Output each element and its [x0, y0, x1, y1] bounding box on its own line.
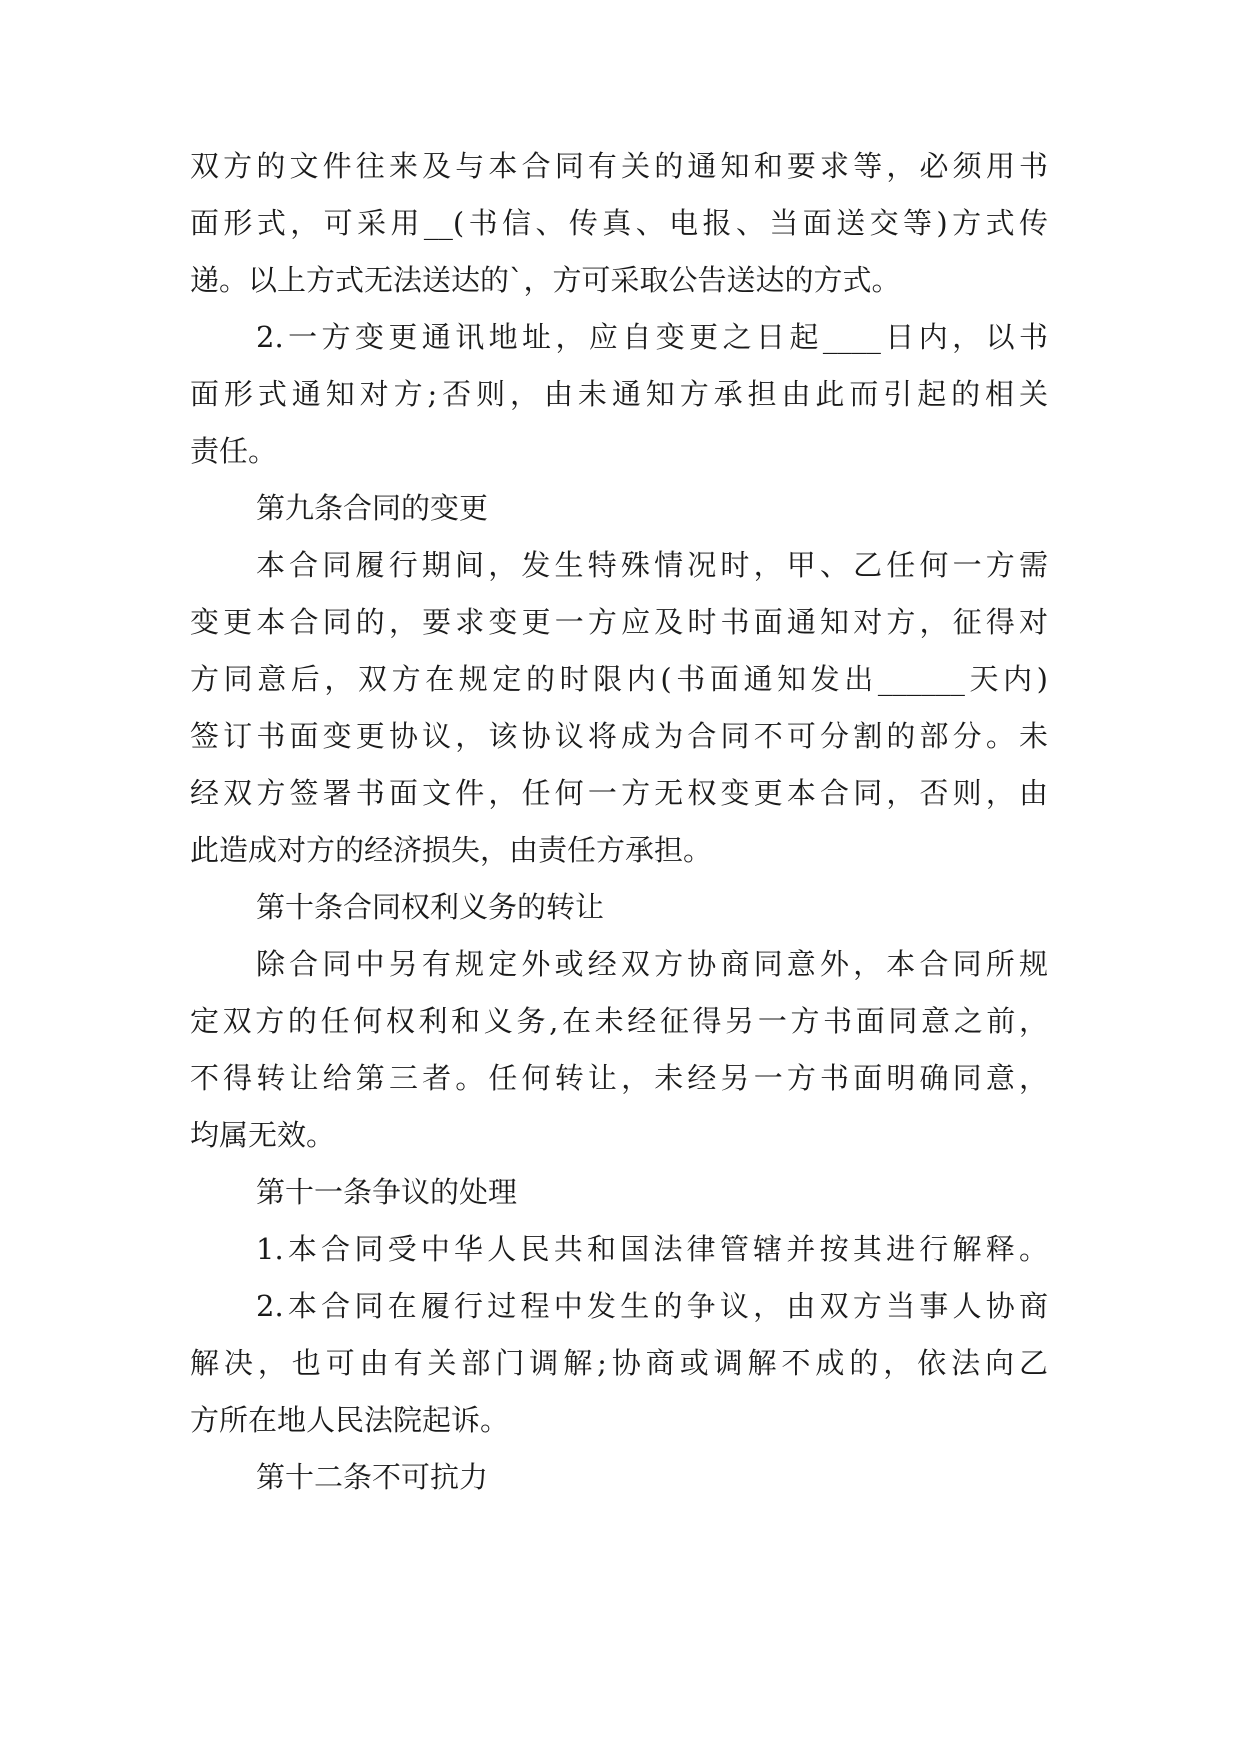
text-line: 变更本合同的，要求变更一方应及时书面通知对方，征得对 [190, 605, 1048, 639]
text-line: 递。以上方式无法送达的`，方可采取公告送达的方式。 [190, 263, 901, 297]
text-line: 解决，也可由有关部门调解;协商或调解不成的，依法向乙 [190, 1346, 1048, 1380]
text-line: 2.本合同在履行过程中发生的争议，由双方当事人协商 [256, 1289, 1048, 1323]
text-line: 面形式，可采用__(书信、传真、电报、当面送交等)方式传 [190, 206, 1048, 240]
text-line: 方同意后，双方在规定的时限内(书面通知发出______天内) [190, 662, 1048, 696]
text-line: 除合同中另有规定外或经双方协商同意外，本合同所规 [256, 947, 1048, 981]
section-heading: 第九条合同的变更 [256, 491, 489, 525]
text-line: 签订书面变更协议，该协议将成为合同不可分割的部分。未 [190, 719, 1048, 753]
text-line: 不得转让给第三者。任何转让，未经另一方书面明确同意， [190, 1061, 1048, 1095]
text-line: 本合同履行期间，发生特殊情况时，甲、乙任何一方需 [256, 548, 1048, 582]
section-heading: 第十二条不可抗力 [256, 1460, 489, 1494]
text-line: 双方的文件往来及与本合同有关的通知和要求等，必须用书 [190, 149, 1048, 183]
section-heading: 第十条合同权利义务的转让 [256, 890, 605, 924]
text-line: 2.一方变更通讯地址，应自变更之日起____日内，以书 [256, 320, 1048, 354]
text-line: 面形式通知对方;否则，由未通知方承担由此而引起的相关 [190, 377, 1048, 411]
text-line: 此造成对方的经济损失，由责任方承担。 [190, 833, 713, 867]
text-line: 责任。 [190, 434, 278, 468]
text-line: 1.本合同受中华人民共和国法律管辖并按其进行解释。 [256, 1232, 1048, 1266]
text-line: 均属无效。 [190, 1118, 336, 1152]
text-line: 方所在地人民法院起诉。 [190, 1403, 510, 1437]
section-heading: 第十一条争议的处理 [256, 1175, 518, 1209]
text-line: 经双方签署书面文件，任何一方无权变更本合同，否则，由 [190, 776, 1048, 810]
text-line: 定双方的任何权利和义务,在未经征得另一方书面同意之前， [190, 1004, 1048, 1038]
